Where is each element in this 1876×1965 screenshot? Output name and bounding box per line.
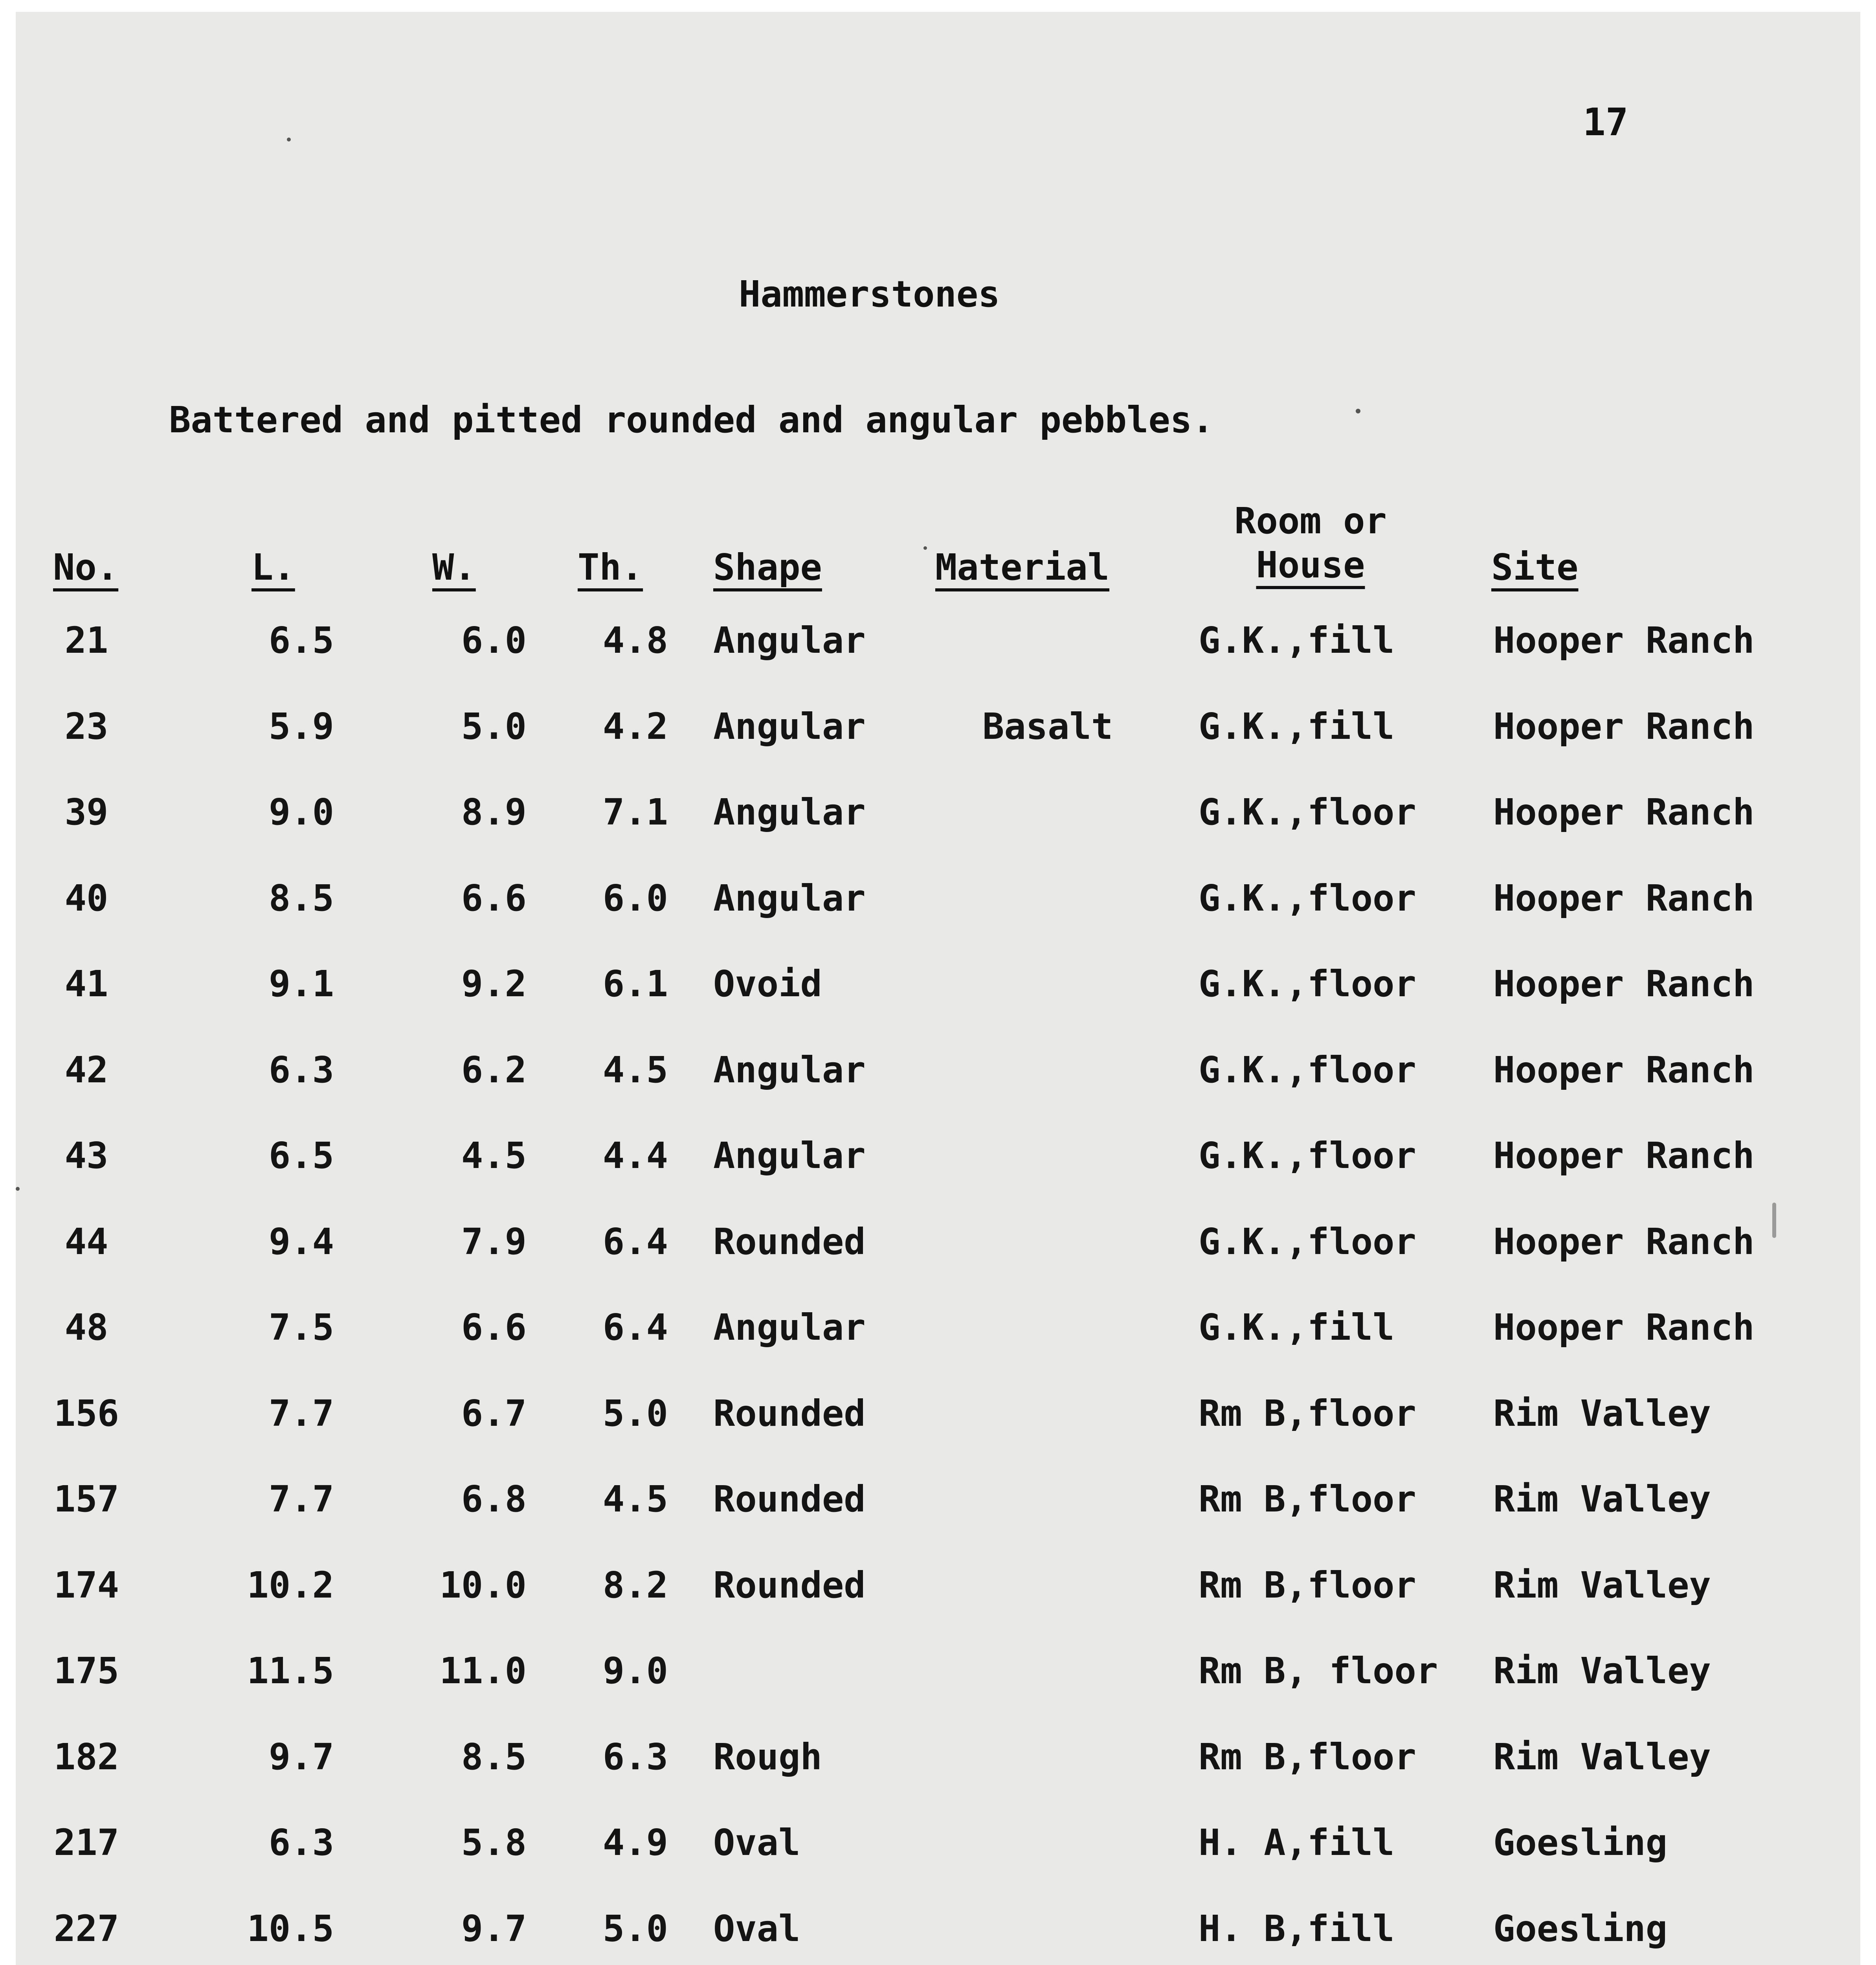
cell-width: 6.6 (461, 1306, 527, 1348)
cell-width: 6.0 (461, 619, 527, 661)
cell-shape: Rounded (713, 1220, 866, 1263)
cell-site: Rim Valley (1493, 1392, 1711, 1434)
cell-site: Hooper Ranch (1493, 963, 1755, 1005)
cell-length: 7.7 (268, 1478, 334, 1520)
cell-shape: Angular (713, 1135, 866, 1177)
cell-width: 6.2 (461, 1049, 527, 1091)
cell-no: 48 (64, 1306, 108, 1348)
table-row (16, 1220, 1860, 1306)
cell-site: Hooper Ranch (1493, 1306, 1755, 1348)
cell-shape: Angular (713, 619, 866, 661)
cell-shape: Rounded (713, 1392, 866, 1434)
cell-width: 5.8 (461, 1822, 527, 1864)
cell-room: Rm B,floor (1199, 1735, 1416, 1778)
cell-width: 5.0 (461, 705, 527, 747)
table-row (16, 791, 1860, 877)
cell-site: Rim Valley (1493, 1564, 1711, 1606)
cell-material: Basalt (982, 705, 1113, 747)
paper-mark (1772, 1203, 1776, 1238)
cell-no: 156 (53, 1392, 119, 1434)
table-row (16, 1649, 1860, 1735)
cell-width: 6.8 (461, 1478, 527, 1520)
cell-room: G.K.,floor (1199, 1049, 1416, 1091)
cell-length: 6.5 (268, 1135, 334, 1177)
cell-shape: Oval (713, 1907, 800, 1950)
table-row (16, 705, 1860, 791)
column-header-material: Material (935, 546, 1110, 588)
cell-width: 6.7 (461, 1392, 527, 1434)
cell-no: 174 (53, 1564, 119, 1606)
column-header-length: L. (251, 546, 295, 588)
cell-length: 10.2 (247, 1564, 334, 1606)
cell-length: 6.3 (268, 1822, 334, 1864)
cell-shape: Angular (713, 1306, 866, 1348)
cell-room: Rm B, floor (1199, 1650, 1438, 1692)
cell-width: 8.5 (461, 1735, 527, 1778)
column-header-no: No. (53, 546, 119, 588)
table-row (16, 1821, 1860, 1907)
cell-no: 227 (53, 1907, 119, 1950)
cell-width: 4.5 (461, 1135, 527, 1177)
cell-site: Rim Valley (1493, 1478, 1711, 1520)
column-header-room-line2: House (1256, 544, 1365, 586)
cell-site: Hooper Ranch (1493, 1135, 1755, 1177)
cell-no: 23 (64, 705, 108, 747)
table-row (16, 1478, 1860, 1564)
cell-thickness: 4.9 (602, 1822, 668, 1864)
cell-no: 40 (64, 877, 108, 919)
cell-no: 21 (64, 619, 108, 661)
page-title: Hammerstones (739, 273, 1000, 315)
cell-site: Hooper Ranch (1493, 1220, 1755, 1263)
cell-width: 11.0 (439, 1650, 527, 1692)
column-header-room (1191, 499, 1430, 587)
table-row (16, 1564, 1860, 1650)
cell-no: 175 (53, 1650, 119, 1692)
cell-room: G.K.,floor (1199, 1220, 1416, 1263)
cell-thickness: 4.5 (602, 1478, 668, 1520)
table-row (16, 619, 1860, 705)
cell-length: 7.5 (268, 1306, 334, 1348)
cell-length: 9.7 (268, 1735, 334, 1778)
cell-site: Rim Valley (1493, 1650, 1711, 1692)
cell-shape: Rounded (713, 1564, 866, 1606)
cell-no: 41 (64, 963, 108, 1005)
cell-room: H. B,fill (1199, 1907, 1395, 1950)
cell-shape: Angular (713, 1049, 866, 1091)
document-page (16, 12, 1860, 1965)
cell-thickness: 5.0 (602, 1907, 668, 1950)
column-header-site: Site (1491, 546, 1579, 588)
cell-no: 42 (64, 1049, 108, 1091)
cell-room: Rm B,floor (1199, 1478, 1416, 1520)
cell-thickness: 7.1 (602, 791, 668, 833)
cell-thickness: 4.4 (602, 1135, 668, 1177)
cell-length: 10.5 (247, 1907, 334, 1950)
cell-no: 217 (53, 1822, 119, 1864)
cell-thickness: 5.0 (602, 1392, 668, 1434)
cell-thickness: 4.8 (602, 619, 668, 661)
cell-width: 6.6 (461, 877, 527, 919)
table-row (16, 962, 1860, 1049)
cell-site: Goesling (1493, 1907, 1668, 1950)
cell-no: 44 (64, 1220, 108, 1263)
cell-thickness: 6.4 (602, 1306, 668, 1348)
table-row (16, 1134, 1860, 1220)
cell-site: Hooper Ranch (1493, 619, 1755, 661)
cell-room: G.K.,floor (1199, 791, 1416, 833)
cell-room: G.K.,fill (1199, 1306, 1395, 1348)
table-row (16, 877, 1860, 963)
cell-room: G.K.,floor (1199, 877, 1416, 919)
cell-shape: Ovoid (713, 963, 822, 1005)
paper-speck (16, 1187, 20, 1191)
table-row (16, 1735, 1860, 1822)
cell-no: 157 (53, 1478, 119, 1520)
table-row (16, 1049, 1860, 1135)
paper-speck (287, 138, 291, 141)
table-row (16, 1306, 1860, 1392)
cell-thickness: 4.5 (602, 1049, 668, 1091)
table-row (16, 1907, 1860, 1965)
cell-shape: Angular (713, 877, 866, 919)
cell-room: G.K.,floor (1199, 963, 1416, 1005)
cell-width: 9.7 (461, 1907, 527, 1950)
cell-thickness: 8.2 (602, 1564, 668, 1606)
column-header-room-line1: Room or (1234, 500, 1387, 542)
cell-room: G.K.,fill (1199, 705, 1395, 747)
page-subtitle: Battered and pitted rounded and angular pebbles. (169, 399, 1214, 441)
paper-speck (923, 546, 927, 550)
cell-thickness: 6.4 (602, 1220, 668, 1263)
cell-length: 7.7 (268, 1392, 334, 1434)
cell-room: G.K.,floor (1199, 1135, 1416, 1177)
cell-shape: Angular (713, 705, 866, 747)
table-row (16, 1392, 1860, 1478)
cell-site: Rim Valley (1493, 1735, 1711, 1778)
cell-site: Hooper Ranch (1493, 705, 1755, 747)
cell-site: Hooper Ranch (1493, 1049, 1755, 1091)
cell-width: 9.2 (461, 963, 527, 1005)
cell-site: Hooper Ranch (1493, 877, 1755, 919)
paper-speck (1356, 409, 1360, 413)
cell-room: Rm B,floor (1199, 1564, 1416, 1606)
cell-thickness: 6.3 (602, 1735, 668, 1778)
cell-room: H. A,fill (1199, 1822, 1395, 1864)
cell-length: 5.9 (268, 705, 334, 747)
cell-length: 9.4 (268, 1220, 334, 1263)
cell-length: 6.3 (268, 1049, 334, 1091)
column-header-shape: Shape (713, 546, 822, 588)
cell-shape: Angular (713, 791, 866, 833)
cell-no: 182 (53, 1735, 119, 1778)
cell-length: 8.5 (268, 877, 334, 919)
cell-thickness: 6.0 (602, 877, 668, 919)
cell-site: Goesling (1493, 1822, 1668, 1864)
cell-thickness: 4.2 (602, 705, 668, 747)
cell-length: 9.1 (268, 963, 334, 1005)
cell-length: 11.5 (247, 1650, 334, 1692)
hammerstone-table (16, 619, 1860, 1965)
cell-no: 39 (64, 791, 108, 833)
cell-width: 10.0 (439, 1564, 527, 1606)
cell-thickness: 9.0 (602, 1650, 668, 1692)
page-number: 17 (1583, 100, 1628, 144)
table-header (16, 495, 1860, 597)
column-header-width: W. (432, 546, 476, 588)
cell-shape: Oval (713, 1822, 800, 1864)
cell-shape: Rounded (713, 1478, 866, 1520)
cell-site: Hooper Ranch (1493, 791, 1755, 833)
cell-width: 8.9 (461, 791, 527, 833)
cell-room: G.K.,fill (1199, 619, 1395, 661)
cell-shape: Rough (713, 1735, 822, 1778)
cell-width: 7.9 (461, 1220, 527, 1263)
cell-length: 6.5 (268, 619, 334, 661)
cell-length: 9.0 (268, 791, 334, 833)
cell-room: Rm B,floor (1199, 1392, 1416, 1434)
cell-thickness: 6.1 (602, 963, 668, 1005)
cell-no: 43 (64, 1135, 108, 1177)
column-header-thickness: Th. (578, 546, 643, 588)
